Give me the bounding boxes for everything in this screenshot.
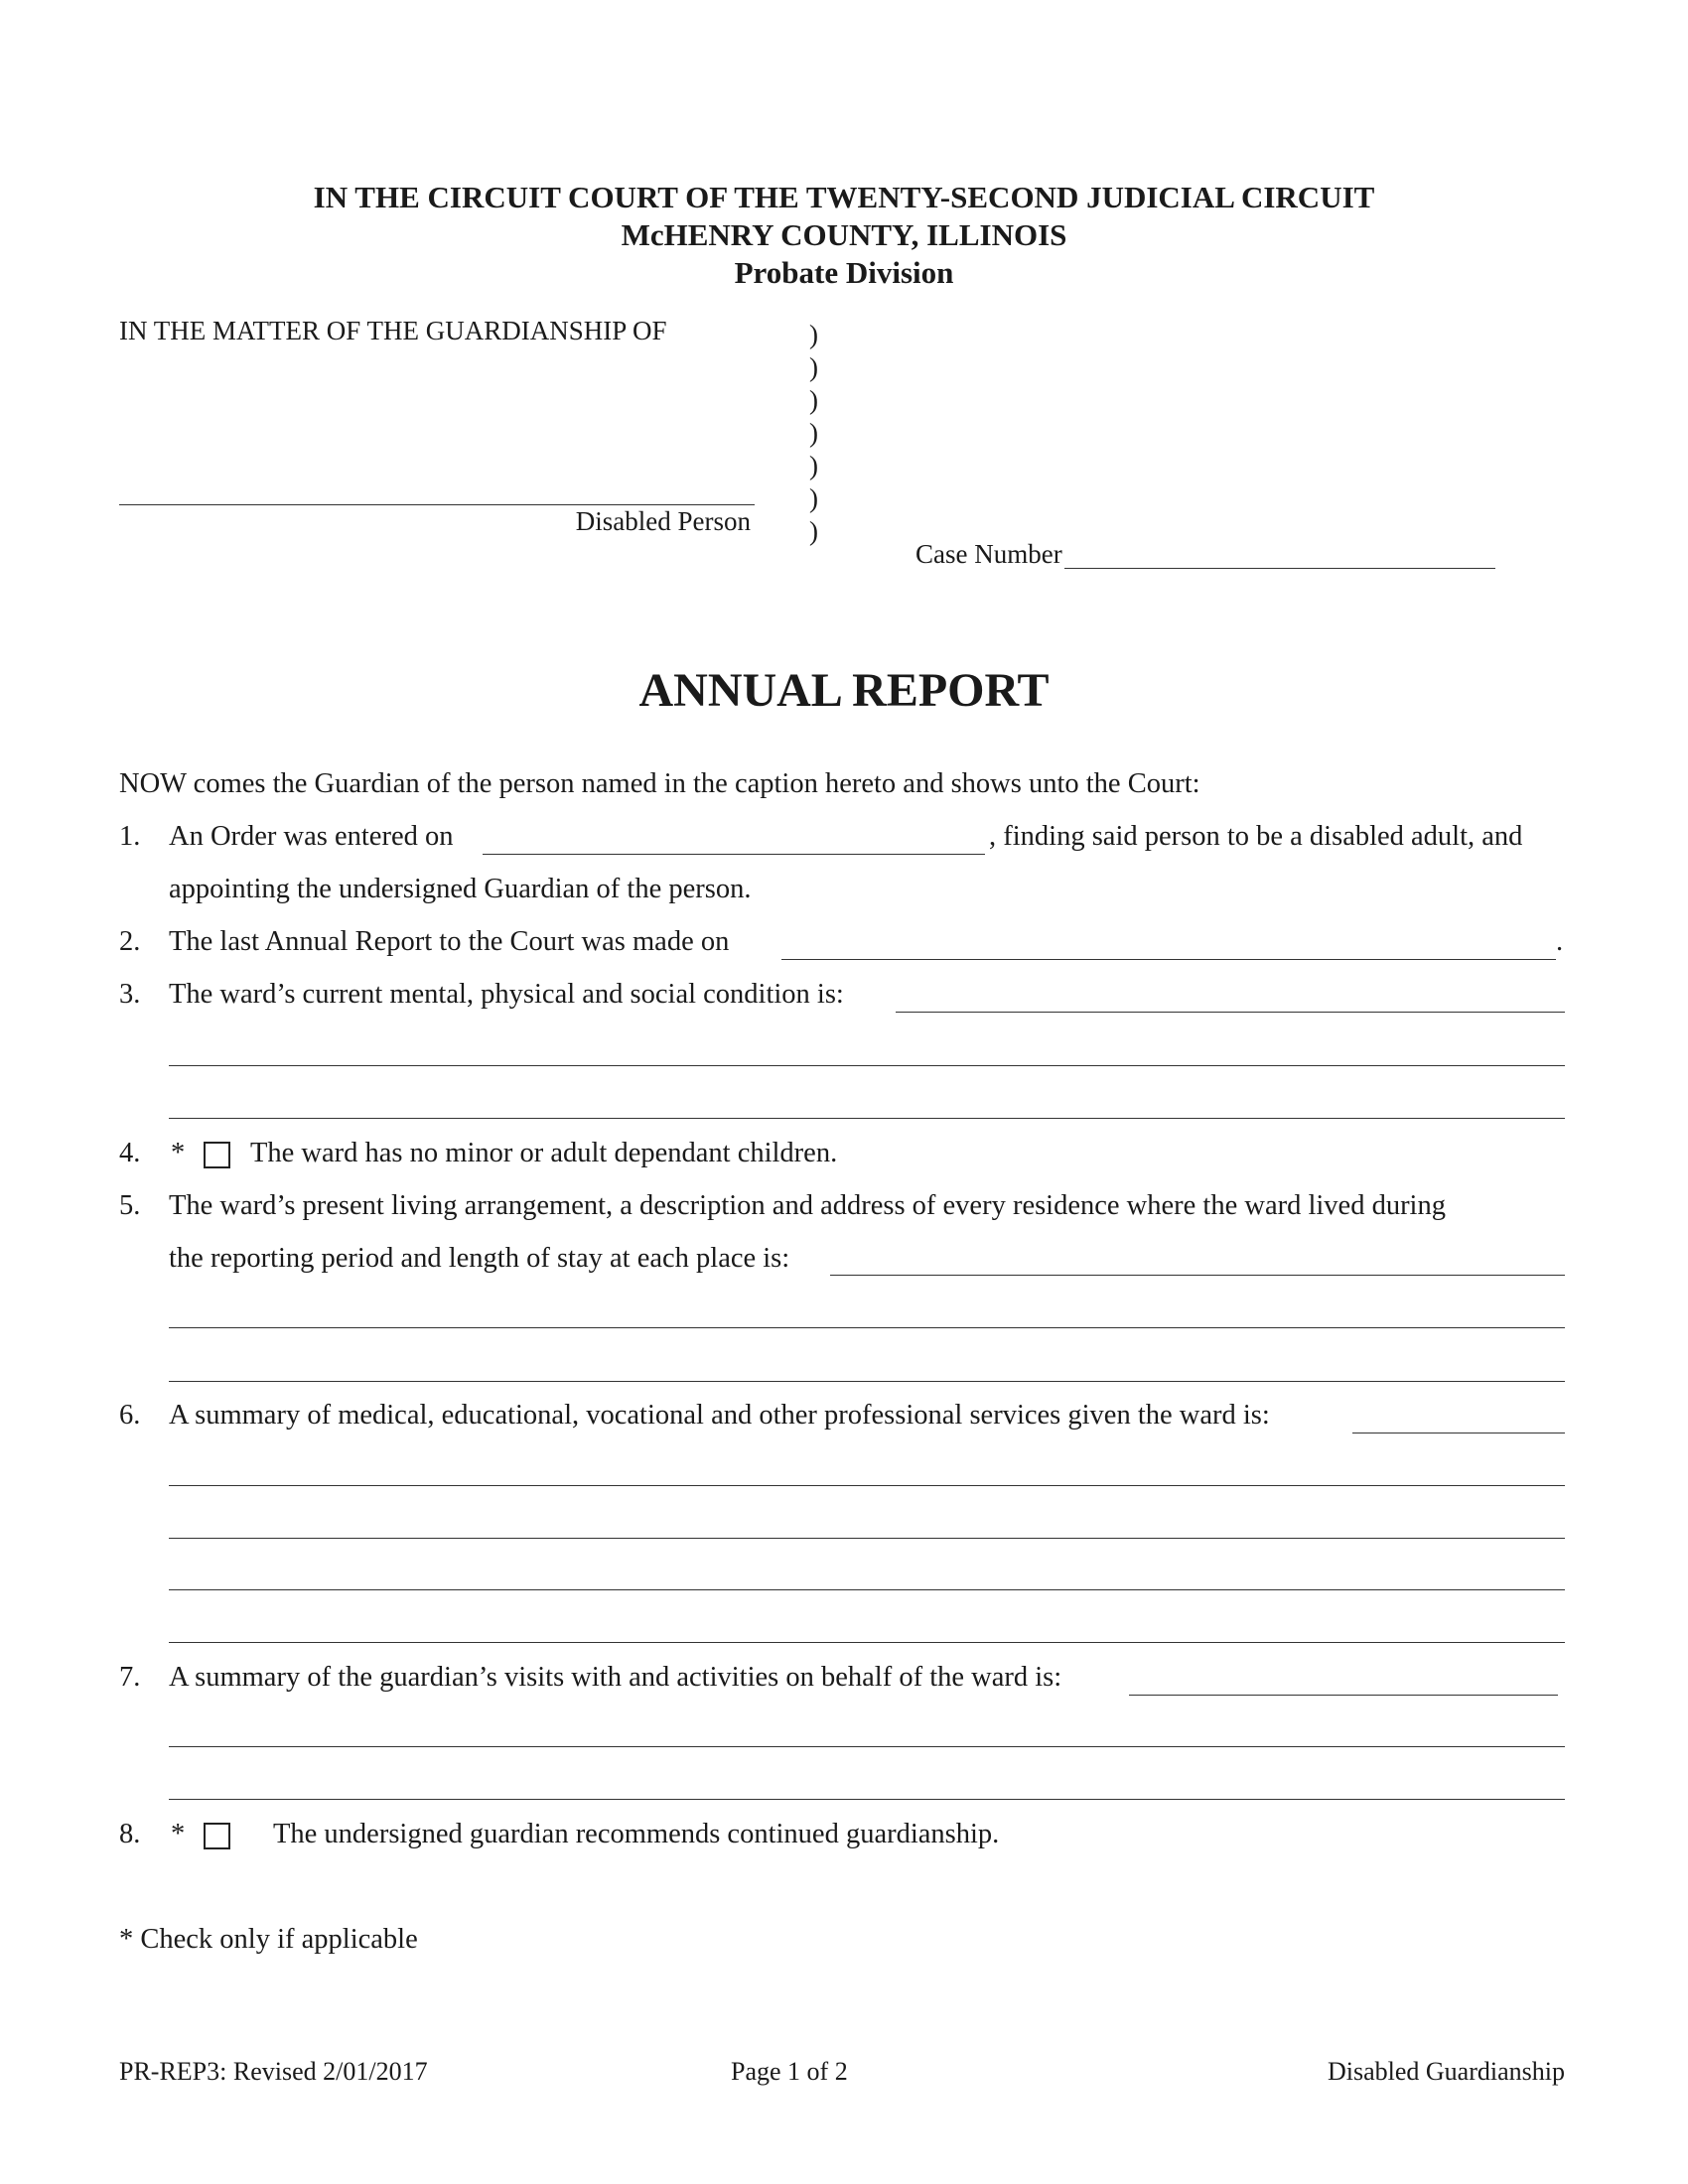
item-number: 7. [119,1662,141,1693]
court-header-line1: IN THE CIRCUIT COURT OF THE TWENTY-SECOND JUDICIAL CIRCUIT [313,180,1375,214]
disabled-person-label: Disabled Person [575,506,751,536]
item-number: 2. [119,926,141,957]
item6-answer-line[interactable] [169,1538,1565,1539]
item-number: 1. [119,821,141,852]
item6-text: A summary of medical, educational, vocational and other professional services given the ward is: [169,1400,1270,1431]
paren: ) [809,483,818,513]
paren: ) [809,418,818,448]
no-dependants-checkbox[interactable] [204,1142,230,1168]
court-header-county: McHENRY COUNTY, ILLINOIS [621,217,1067,252]
case-number-label: Case Number [915,539,1062,569]
item5-text: The ward’s present living arrangement, a description and address of every residence where the ward lived during [169,1190,1446,1221]
item-number: 4. [119,1138,141,1168]
footer-form-id: PR-REP3: Revised 2/01/2017 [119,2057,428,2086]
item-number: 6. [119,1400,141,1431]
caption-parentheses [809,319,818,548]
item5-text-line2: the reporting period and length of stay at each place is: [169,1243,790,1274]
item3-answer-line[interactable] [169,1118,1565,1119]
document-title: ANNUAL REPORT [638,664,1050,717]
item6-answer-line[interactable] [169,1485,1565,1486]
item6-answer-line[interactable] [169,1642,1565,1643]
continued-guardianship-checkbox[interactable] [204,1823,230,1849]
item2-period: . [1556,926,1564,957]
item3-answer-line[interactable] [896,1012,1565,1013]
item5-answer-line[interactable] [169,1381,1565,1382]
item1-text-line2: appointing the undersigned Guardian of the person. [169,874,752,904]
item5-answer-line[interactable] [169,1327,1565,1328]
item4-text: The ward has no minor or adult dependant children. [250,1138,838,1168]
item1-text: An Order was entered on [169,821,454,852]
item3-text: The ward’s current mental, physical and social condition is: [169,979,844,1010]
item7-answer-line[interactable] [169,1799,1565,1800]
item6-answer-line[interactable] [169,1589,1565,1590]
item-number: 3. [119,979,141,1010]
caption-matter: IN THE MATTER OF THE GUARDIANSHIP OF [119,316,667,345]
disabled-person-field[interactable] [119,475,755,505]
applicable-asterisk: * [171,1819,186,1849]
court-header-division: Probate Division [734,255,954,290]
footer-category: Disabled Guardianship [1327,2057,1565,2086]
applicable-asterisk: * [171,1138,186,1168]
applicable-note: * Check only if applicable [119,1924,418,1955]
court-header [0,179,1688,292]
paren: ) [809,451,818,480]
paren: ) [809,352,818,382]
item7-text: A summary of the guardian’s visits with and activities on behalf of the ward is: [169,1662,1062,1693]
order-date-field[interactable] [483,818,985,855]
item1-text-cont: , finding said person to be a disabled adult, and [989,821,1523,852]
item2-text: The last Annual Report to the Court was made on [169,926,730,957]
case-number-field[interactable] [1064,537,1495,569]
item-number: 8. [119,1819,141,1849]
footer-page-number: Page 1 of 2 [731,2057,848,2086]
item8-text: The undersigned guardian recommends continued guardianship. [273,1819,1000,1849]
item7-answer-line[interactable] [169,1746,1565,1747]
paren: ) [809,320,818,349]
intro-text: NOW comes the Guardian of the person named in the caption hereto and shows unto the Court: [119,768,1200,799]
item3-answer-line[interactable] [169,1065,1565,1066]
paren: ) [809,385,818,415]
item-number: 5. [119,1190,141,1221]
item5-answer-line[interactable] [830,1275,1565,1276]
item7-answer-line[interactable] [1129,1695,1558,1696]
paren: ) [809,516,818,546]
last-report-date-field[interactable] [781,923,1556,960]
